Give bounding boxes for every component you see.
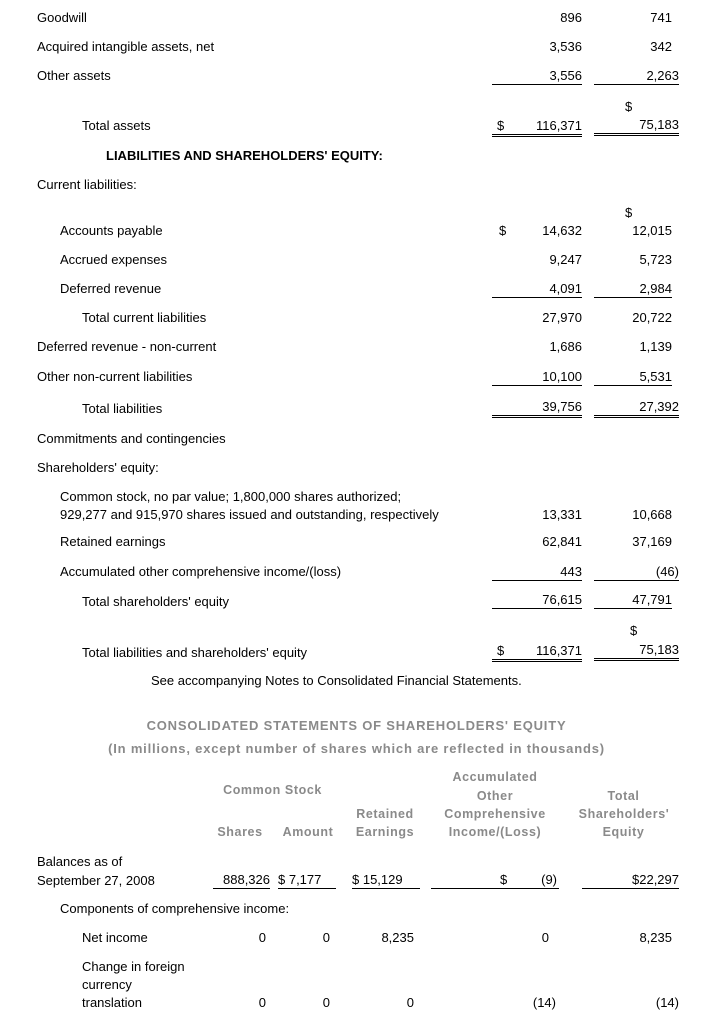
other-assets-prior: 2,263 — [594, 68, 679, 85]
net-income-amount: 0 — [322, 930, 330, 945]
header-common-stock: Common Stock — [223, 783, 322, 797]
accrued-expenses-label: Accrued expenses — [60, 252, 167, 267]
equity-statement-title: CONSOLIDATED STATEMENTS OF SHAREHOLDERS' EQUITY — [146, 718, 567, 733]
total-current-liabilities-prior: 20,722 — [632, 310, 672, 325]
intangibles-label: Acquired intangible assets, net — [37, 39, 215, 54]
total-liabilities-prior: 27,392 — [594, 399, 679, 418]
fx-label-line1: Change in foreign — [82, 959, 185, 974]
fx-label-line2: currency — [82, 977, 132, 992]
other-nc-liabilities-current: 10,100 — [492, 369, 582, 386]
components-label: Components of comprehensive income: — [60, 901, 290, 916]
dollar-sign: $ — [625, 99, 633, 114]
header-comprehensive: Comprehensive — [444, 807, 546, 821]
header-shares: Shares — [217, 825, 263, 839]
header-equity: Equity — [602, 825, 645, 839]
other-nc-liabilities-prior: 5,531 — [594, 369, 672, 386]
other-nc-liabilities-label: Other non-current liabilities — [37, 369, 193, 384]
intangibles-current: 3,536 — [549, 39, 582, 54]
common-stock-prior: 10,668 — [632, 507, 672, 522]
total-shareholders-equity-label: Total shareholders' equity — [82, 594, 230, 609]
deferred-revenue-label: Deferred revenue — [60, 281, 162, 296]
balances-amount: $ 7,177 — [278, 872, 336, 889]
aoci-prior: (46) — [594, 564, 679, 581]
accounts-payable-current: 14,632 — [542, 223, 582, 238]
total-liabilities-equity-label: Total liabilities and shareholders' equity — [82, 645, 308, 660]
total-assets-prior: 75,183 — [594, 117, 679, 136]
total-current-liabilities-current: 27,970 — [542, 310, 582, 325]
total-shareholders-equity-prior: 47,791 — [594, 592, 672, 609]
goodwill-label: Goodwill — [37, 10, 87, 25]
goodwill-prior: 741 — [650, 10, 672, 25]
total-assets-label: Total assets — [82, 118, 151, 133]
net-income-total: 8,235 — [639, 930, 672, 945]
dollar-sign: $ — [630, 623, 638, 638]
deferred-revenue-nc-prior: 1,139 — [639, 339, 672, 354]
header-earnings: Earnings — [355, 825, 415, 839]
header-total: Total — [607, 789, 640, 803]
balances-aoci-dollar: $ — [500, 872, 508, 887]
header-amount: Amount — [282, 825, 334, 839]
header-accumulated: Accumulated — [452, 770, 538, 784]
accounts-payable-prior: 12,015 — [632, 223, 672, 238]
fx-shares: 0 — [258, 995, 266, 1010]
deferred-revenue-nc-label: Deferred revenue - non-current — [37, 339, 217, 354]
deferred-revenue-current: 4,091 — [492, 281, 582, 298]
deferred-revenue-nc-current: 1,686 — [549, 339, 582, 354]
retained-earnings-label: Retained earnings — [60, 534, 166, 549]
dollar-sign: $ — [499, 223, 507, 238]
other-assets-current: 3,556 — [492, 68, 582, 85]
balances-label-line1: Balances as of — [37, 854, 123, 869]
header-other: Other — [476, 789, 514, 803]
dollar-sign: $ — [625, 205, 633, 220]
total-liabilities-label: Total liabilities — [82, 401, 163, 416]
balances-total: $22,297 — [582, 872, 679, 889]
total-liabilities-equity-current: 116,371 — [492, 643, 582, 662]
total-shareholders-equity-current: 76,615 — [492, 592, 582, 609]
total-liabilities-current: 39,756 — [492, 399, 582, 418]
intangibles-prior: 342 — [650, 39, 672, 54]
accrued-expenses-prior: 5,723 — [639, 252, 672, 267]
common-stock-label-line2: 929,277 and 915,970 shares issued and outstanding, respectively — [60, 507, 439, 522]
goodwill-current: 896 — [560, 10, 582, 25]
total-liabilities-equity-prior: 75,183 — [594, 642, 679, 661]
fx-earnings: 0 — [406, 995, 414, 1010]
retained-earnings-prior: 37,169 — [632, 534, 672, 549]
total-current-liabilities-label: Total current liabilities — [82, 310, 207, 325]
net-income-label: Net income — [82, 930, 148, 945]
commitments-label: Commitments and contingencies — [37, 431, 226, 446]
dollar-sign: $ — [497, 118, 505, 133]
liabilities-header: LIABILITIES AND SHAREHOLDERS' EQUITY: — [106, 148, 383, 163]
common-stock-current: 13,331 — [542, 507, 582, 522]
fx-label-line3: translation — [82, 995, 142, 1010]
fx-aoci: (14) — [532, 995, 556, 1010]
equity-statement-subtitle: (In millions, except number of shares which are reflected in thousands) — [108, 741, 605, 756]
aoci-label: Accumulated other comprehensive income/(loss) — [60, 564, 342, 579]
net-income-shares: 0 — [258, 930, 266, 945]
fx-amount: 0 — [322, 995, 330, 1010]
retained-earnings-current: 62,841 — [542, 534, 582, 549]
aoci-current: 443 — [492, 564, 582, 581]
shareholders-equity-header: Shareholders' equity: — [37, 460, 159, 475]
balances-aoci: (9) — [541, 872, 557, 887]
header-shareholders: Shareholders' — [578, 807, 670, 821]
deferred-revenue-prior: 2,984 — [594, 281, 672, 298]
dollar-sign: $ — [497, 643, 505, 658]
common-stock-label-line1: Common stock, no par value; 1,800,000 shares authorized; — [60, 489, 402, 504]
net-income-aoci: 0 — [541, 930, 549, 945]
net-income-earnings: 8,235 — [381, 930, 414, 945]
accrued-expenses-current: 9,247 — [549, 252, 582, 267]
other-assets-label: Other assets — [37, 68, 111, 83]
balances-shares: 888,326 — [213, 872, 270, 889]
notes-reference: See accompanying Notes to Consolidated Financial Statements. — [151, 673, 522, 688]
header-retained: Retained — [356, 807, 414, 821]
accounts-payable-label: Accounts payable — [60, 223, 163, 238]
current-liabilities-header: Current liabilities: — [37, 177, 137, 192]
balances-label-line2: September 27, 2008 — [37, 873, 155, 888]
header-income-loss: Income/(Loss) — [448, 825, 542, 839]
total-assets-current: 116,371 — [492, 118, 582, 137]
fx-total: (14) — [655, 995, 679, 1010]
balances-earnings: $ 15,129 — [352, 872, 420, 889]
